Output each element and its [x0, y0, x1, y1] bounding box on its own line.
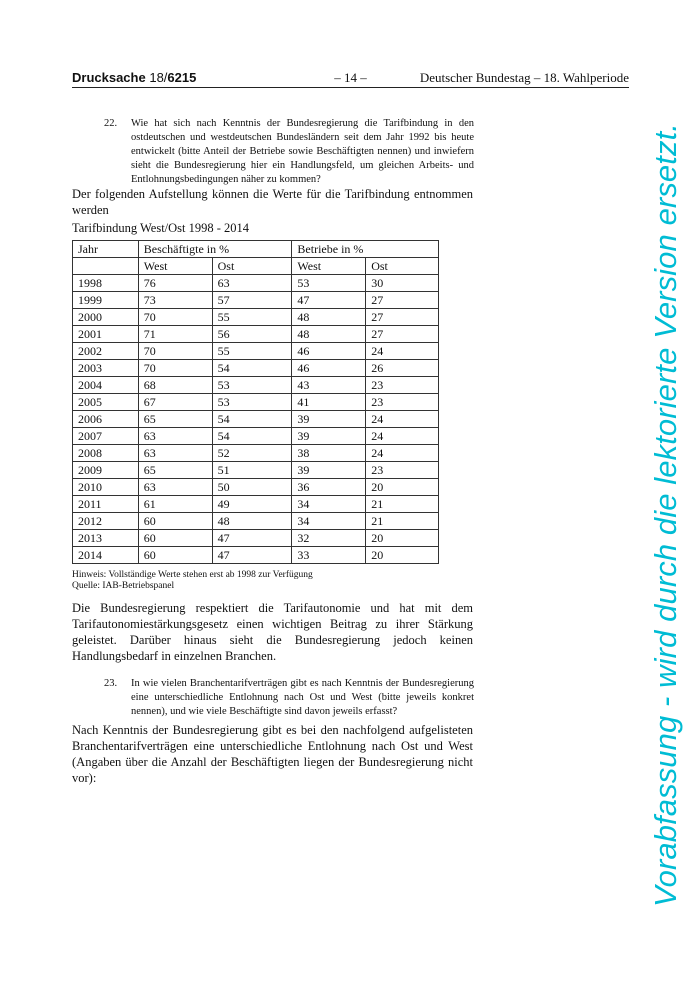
- cell-employees-east: 55: [212, 343, 292, 360]
- cell-firms-west: 48: [292, 326, 366, 343]
- cell-firms-west: 39: [292, 462, 366, 479]
- parliament-period: Deutscher Bundestag – 18. Wahlperiode: [419, 70, 629, 85]
- header-employees-east: Ost: [212, 258, 292, 275]
- table-row: [73, 292, 439, 309]
- cell-firms-west: 43: [292, 377, 366, 394]
- table-row: [73, 360, 439, 377]
- tarifbindung-table: [72, 240, 439, 564]
- cell-firms-east: 24: [366, 411, 439, 428]
- cell-year: 2001: [73, 326, 139, 343]
- cell-employees-west: 63: [138, 428, 212, 445]
- table-row: [73, 445, 439, 462]
- cell-firms-east: 20: [366, 479, 439, 496]
- cell-year: 2004: [73, 377, 139, 394]
- cell-year: 2012: [73, 513, 139, 530]
- cell-year: 2011: [73, 496, 139, 513]
- table-row: [73, 513, 439, 530]
- cell-employees-east: 54: [212, 411, 292, 428]
- cell-year: 2009: [73, 462, 139, 479]
- cell-firms-east: 24: [366, 343, 439, 360]
- cell-year: 2003: [73, 360, 139, 377]
- table-row: [73, 530, 439, 547]
- cell-firms-east: 27: [366, 326, 439, 343]
- cell-year: 2000: [73, 309, 139, 326]
- cell-employees-east: 48: [212, 513, 292, 530]
- cell-employees-east: 55: [212, 309, 292, 326]
- answer-22-body: Die Bundesregierung respektiert die Tarifautonomie und hat mit dem Tarifautonomiestärkungsgesetz einen wichtigen Beitrag zu ihrer Stärkung geleistet. Darüber hinaus sieht die Bundesregierung jedoch keinen Handlungsbedarf in einzelnen Branchen.: [72, 601, 473, 663]
- cell-year: 2005: [73, 394, 139, 411]
- cell-firms-east: 23: [366, 394, 439, 411]
- cell-firms-west: 39: [292, 428, 366, 445]
- cell-employees-east: 53: [212, 377, 292, 394]
- cell-employees-west: 65: [138, 462, 212, 479]
- table-row: [73, 496, 439, 513]
- answer-23: Nach Kenntnis der Bundesregierung gibt es bei den nachfolgend aufgelisteten Branchentarifverträgen eine unterschiedliche Entlohnung nach Ost und West (Angaben über die Anzahl der Beschäftigten liegen der Bundesregierung nicht vor):: [72, 723, 473, 785]
- cell-firms-east: 24: [366, 428, 439, 445]
- cell-firms-west: 34: [292, 513, 366, 530]
- cell-employees-east: 53: [212, 394, 292, 411]
- table-row: [73, 275, 439, 292]
- cell-employees-west: 70: [138, 360, 212, 377]
- cell-employees-west: 65: [138, 411, 212, 428]
- cell-firms-east: 21: [366, 496, 439, 513]
- header-year: Jahr: [73, 241, 139, 258]
- header-employees-west: West: [138, 258, 212, 275]
- table-row: [73, 411, 439, 428]
- cell-employees-east: 51: [212, 462, 292, 479]
- cell-firms-west: 36: [292, 479, 366, 496]
- cell-employees-east: 57: [212, 292, 292, 309]
- cell-year: 2007: [73, 428, 139, 445]
- cell-employees-east: 63: [212, 275, 292, 292]
- cell-year: 1998: [73, 275, 139, 292]
- question-text: Wie hat sich nach Kenntnis der Bundesregierung die Tarifbindung in den ostdeutschen und westdeutschen Bundesländern seit dem Jahr 1992 bis heute entwickelt (bitte Anteil der Betriebe sowie Beschäftigten nennen) und inwiefern sieht die Bundesregierung hier ein Handlungsfeld, um gleichen Arbeits- und Entlohnungsbedingungen näher zu kommen?: [131, 118, 474, 185]
- question-text: In wie vielen Branchentarifverträgen gibt es nach Kenntnis der Bundesregierung eine unterschiedliche Entlohnung nach Ost und West (bitte jeweils konkret nennen), und wie viele Beschäftigte sind davon jeweils erfasst?: [131, 678, 474, 717]
- table-row: [73, 377, 439, 394]
- cell-employees-west: 68: [138, 377, 212, 394]
- cell-employees-east: 47: [212, 530, 292, 547]
- cell-firms-east: 21: [366, 513, 439, 530]
- question-22: [72, 117, 474, 187]
- cell-employees-west: 70: [138, 309, 212, 326]
- cell-firms-west: 46: [292, 343, 366, 360]
- header-firms-east: Ost: [366, 258, 439, 275]
- cell-firms-west: 33: [292, 547, 366, 564]
- cell-employees-west: 67: [138, 394, 212, 411]
- cell-employees-east: 54: [212, 360, 292, 377]
- cell-employees-east: 56: [212, 326, 292, 343]
- header-firms: Betriebe in %: [292, 241, 439, 258]
- cell-employees-west: 60: [138, 547, 212, 564]
- table-source: Quelle: IAB-Betriebspanel: [72, 581, 175, 591]
- question-number: 23.: [104, 678, 118, 689]
- header-rule: [72, 87, 629, 88]
- question-number: 22.: [104, 118, 118, 129]
- cell-firms-west: 47: [292, 292, 366, 309]
- cell-year: 2010: [73, 479, 139, 496]
- cell-employees-west: 63: [138, 479, 212, 496]
- table-caption: Tarifbindung West/Ost 1998 - 2014: [72, 221, 250, 235]
- table-row: [73, 326, 439, 343]
- cell-year: 2006: [73, 411, 139, 428]
- cell-year: 2014: [73, 547, 139, 564]
- draft-watermark: Vorabfassung - wird durch die lektorierte Version ersetzt.: [648, 122, 683, 908]
- cell-firms-east: 27: [366, 309, 439, 326]
- cell-firms-west: 39: [292, 411, 366, 428]
- table-row: [73, 547, 439, 564]
- cell-year: 2008: [73, 445, 139, 462]
- cell-employees-west: 60: [138, 530, 212, 547]
- cell-year: 2002: [73, 343, 139, 360]
- table-row: [73, 428, 439, 445]
- cell-firms-east: 23: [366, 377, 439, 394]
- doc-number: 6215: [167, 70, 197, 85]
- cell-employees-east: 50: [212, 479, 292, 496]
- cell-year: 1999: [73, 292, 139, 309]
- cell-firms-east: 20: [366, 547, 439, 564]
- table-row: [73, 394, 439, 411]
- cell-employees-east: 47: [212, 547, 292, 564]
- cell-firms-west: 41: [292, 394, 366, 411]
- cell-firms-east: 24: [366, 445, 439, 462]
- table-subheader-row: [73, 258, 439, 275]
- cell-firms-west: 34: [292, 496, 366, 513]
- table-row: [73, 343, 439, 360]
- table-note: Hinweis: Vollständige Werte stehen erst ab 1998 zur Verfügung: [72, 570, 313, 580]
- table-row: [73, 462, 439, 479]
- cell-firms-west: 48: [292, 309, 366, 326]
- question-23: [72, 677, 474, 719]
- doc-number-prefix: 18/: [149, 70, 168, 85]
- header-firms-west: West: [292, 258, 366, 275]
- cell-firms-east: 30: [366, 275, 439, 292]
- cell-employees-west: 73: [138, 292, 212, 309]
- cell-year: 2013: [73, 530, 139, 547]
- cell-employees-east: 52: [212, 445, 292, 462]
- table-header-row: [73, 241, 439, 258]
- cell-firms-east: 20: [366, 530, 439, 547]
- cell-employees-west: 63: [138, 445, 212, 462]
- header-empty: [73, 258, 139, 275]
- header-employees: Beschäftigte in %: [138, 241, 292, 258]
- page-header: [72, 70, 629, 86]
- cell-employees-east: 49: [212, 496, 292, 513]
- table-row: [73, 479, 439, 496]
- cell-firms-east: 27: [366, 292, 439, 309]
- cell-employees-west: 76: [138, 275, 212, 292]
- cell-firms-west: 32: [292, 530, 366, 547]
- cell-firms-east: 23: [366, 462, 439, 479]
- cell-employees-west: 60: [138, 513, 212, 530]
- cell-employees-west: 61: [138, 496, 212, 513]
- cell-employees-west: 71: [138, 326, 212, 343]
- cell-employees-west: 70: [138, 343, 212, 360]
- cell-firms-west: 46: [292, 360, 366, 377]
- doc-label: Drucksache: [72, 70, 146, 85]
- cell-firms-east: 26: [366, 360, 439, 377]
- answer-22-intro: Der folgenden Aufstellung können die Werte für die Tarifbindung entnommen werden: [72, 187, 473, 217]
- cell-firms-west: 38: [292, 445, 366, 462]
- table-row: [73, 309, 439, 326]
- page-number: – 14 –: [334, 70, 367, 85]
- cell-firms-west: 53: [292, 275, 366, 292]
- cell-employees-east: 54: [212, 428, 292, 445]
